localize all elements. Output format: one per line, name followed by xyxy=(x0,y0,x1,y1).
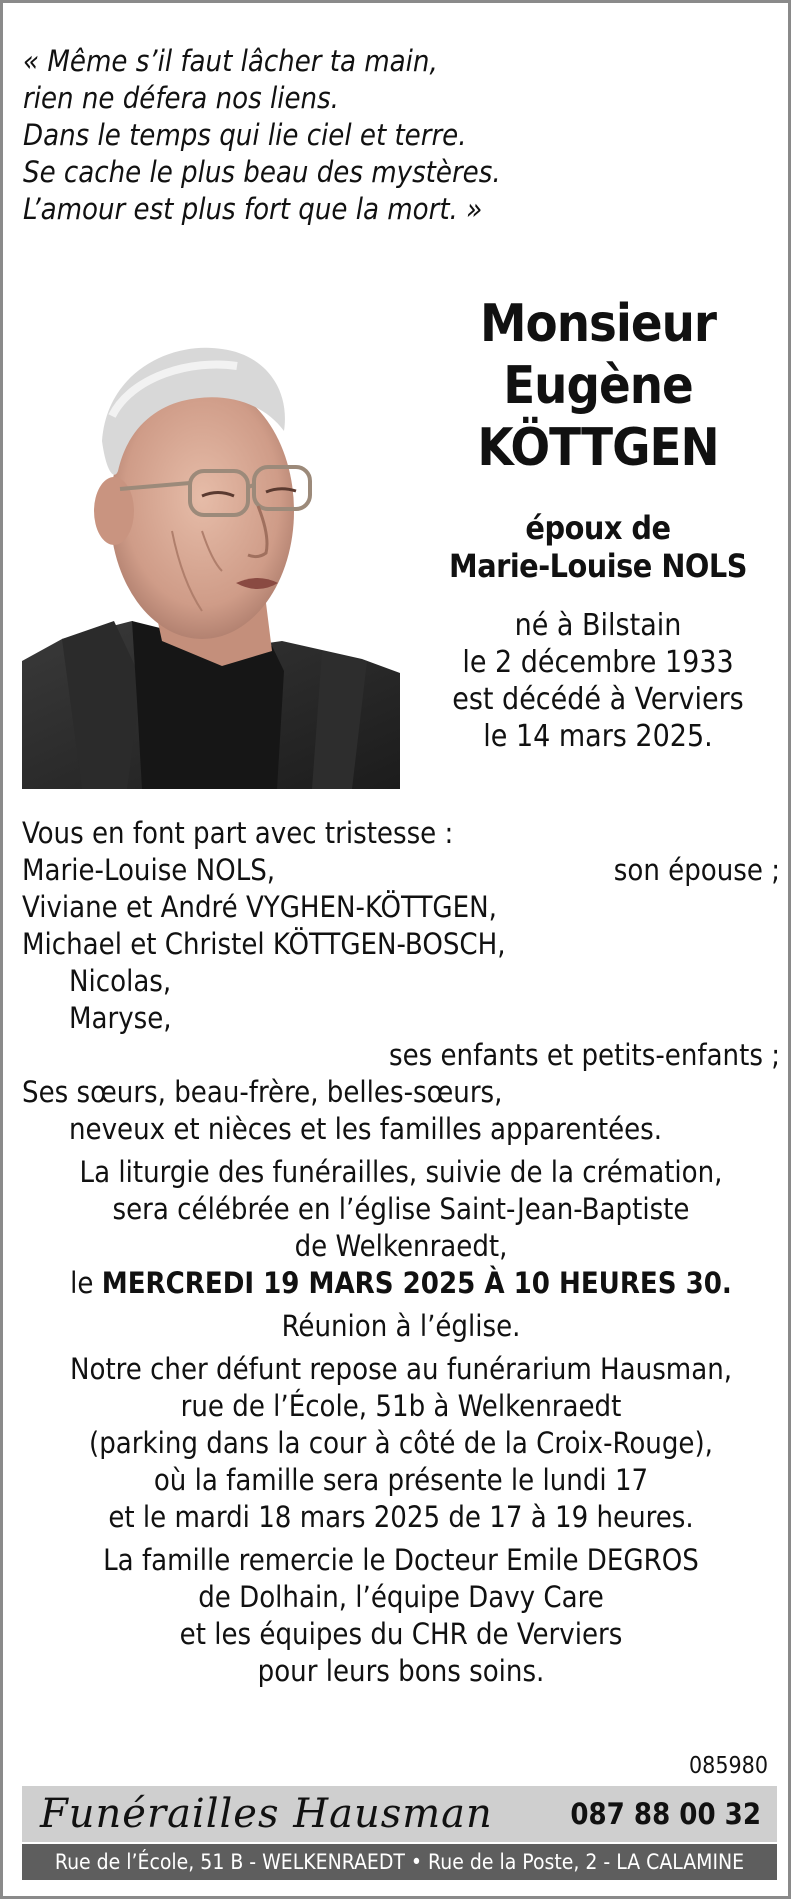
ceremony-line: La liturgie des funérailles, suivie de la crémation, xyxy=(79,1155,723,1189)
thanks-line: de Dolhain, l’équipe Davy Care xyxy=(198,1580,604,1614)
funeral-home-phone: 087 88 00 32 xyxy=(570,1797,761,1831)
funeral-home-banner xyxy=(22,1786,777,1842)
wife-name: Marie-Louise NOLS, xyxy=(22,853,276,887)
reference-number: 085980 xyxy=(689,1753,768,1779)
thanks-line: pour leurs bons soins. xyxy=(257,1654,545,1688)
ceremony-date xyxy=(22,1265,780,1302)
poem-line: Dans le temps qui lie ciel et terre. xyxy=(23,118,467,152)
child-1: Viviane et André VYGHEN-KÖTTGEN, xyxy=(22,890,497,924)
ceremony-date-value: MERCREDI 19 MARS 2025 À 10 HEURES 30. xyxy=(101,1266,732,1300)
announcement-body xyxy=(22,815,780,1690)
funeral-home-name: Funérailles Hausman xyxy=(40,1791,493,1837)
deceased-title: Monsieur xyxy=(479,294,717,354)
poem-line: « Même s’il faut lâcher ta main, xyxy=(23,44,438,78)
poem xyxy=(23,43,501,228)
visitation-line: et le mardi 18 mars 2025 de 17 à 19 heures. xyxy=(108,1500,694,1534)
wife-role: son épouse ; xyxy=(613,853,780,887)
ceremony-info xyxy=(22,1154,780,1302)
death-place: est décédé à Verviers xyxy=(452,682,744,717)
relatives: neveux et nièces et les familles apparentées. xyxy=(69,1112,663,1146)
family-row-wife xyxy=(22,852,780,889)
visitation-line: où la famille sera présente le lundi 17 xyxy=(153,1463,649,1497)
thanks-info xyxy=(22,1542,780,1690)
thanks-line: et les équipes du CHR de Verviers xyxy=(179,1617,623,1651)
children-role: ses enfants et petits-enfants ; xyxy=(388,1038,780,1072)
portrait-photo xyxy=(22,321,400,789)
spouse-intro: époux de xyxy=(525,509,671,547)
meeting-info: Réunion à l’église. xyxy=(281,1309,521,1343)
birth-place: né à Bilstain xyxy=(514,608,682,643)
child-2: Michael et Christel KÖTTGEN-BOSCH, xyxy=(22,927,506,961)
grandchild-2: Maryse, xyxy=(69,1001,172,1035)
poem-line: Se cache le plus beau des mystères. xyxy=(23,155,501,189)
birth-death-info xyxy=(413,607,783,755)
visitation-line: rue de l’École, 51b à Welkenraedt xyxy=(180,1389,622,1423)
thanks-line: La famille remercie le Docteur Emile DEGROS xyxy=(103,1543,699,1577)
poem-line: rien ne défera nos liens. xyxy=(23,81,339,115)
ceremony-line: de Welkenraedt, xyxy=(294,1229,508,1263)
spouse-info xyxy=(413,509,783,585)
grandchild-1: Nicolas, xyxy=(69,964,172,998)
death-date: le 14 mars 2025. xyxy=(483,719,713,754)
visitation-line: Notre cher défunt repose au funérarium Hausman, xyxy=(69,1352,733,1386)
ceremony-date-prefix: le xyxy=(70,1266,102,1300)
funeral-home-addresses: Rue de l’École, 51 B - WELKENRAEDT • Rue de la Poste, 2 - LA CALAMINE xyxy=(22,1844,777,1880)
spouse-name: Marie-Louise NOLS xyxy=(449,547,747,585)
deceased-first-name: Eugène xyxy=(503,356,693,416)
visitation-info xyxy=(22,1351,780,1536)
siblings: Ses sœurs, beau-frère, belles-sœurs, xyxy=(22,1075,503,1109)
visitation-line: (parking dans la cour à côté de la Croix-Rouge), xyxy=(89,1426,713,1460)
poem-line: L’amour est plus fort que la mort. » xyxy=(23,192,483,226)
deceased-info xyxy=(413,293,783,755)
deceased-last-name: KÖTTGEN xyxy=(477,418,719,478)
ceremony-line: sera célébrée en l’église Saint-Jean-Baptiste xyxy=(112,1192,690,1226)
birth-date: le 2 décembre 1933 xyxy=(462,645,734,680)
announcement-intro: Vous en font part avec tristesse : xyxy=(22,816,454,850)
